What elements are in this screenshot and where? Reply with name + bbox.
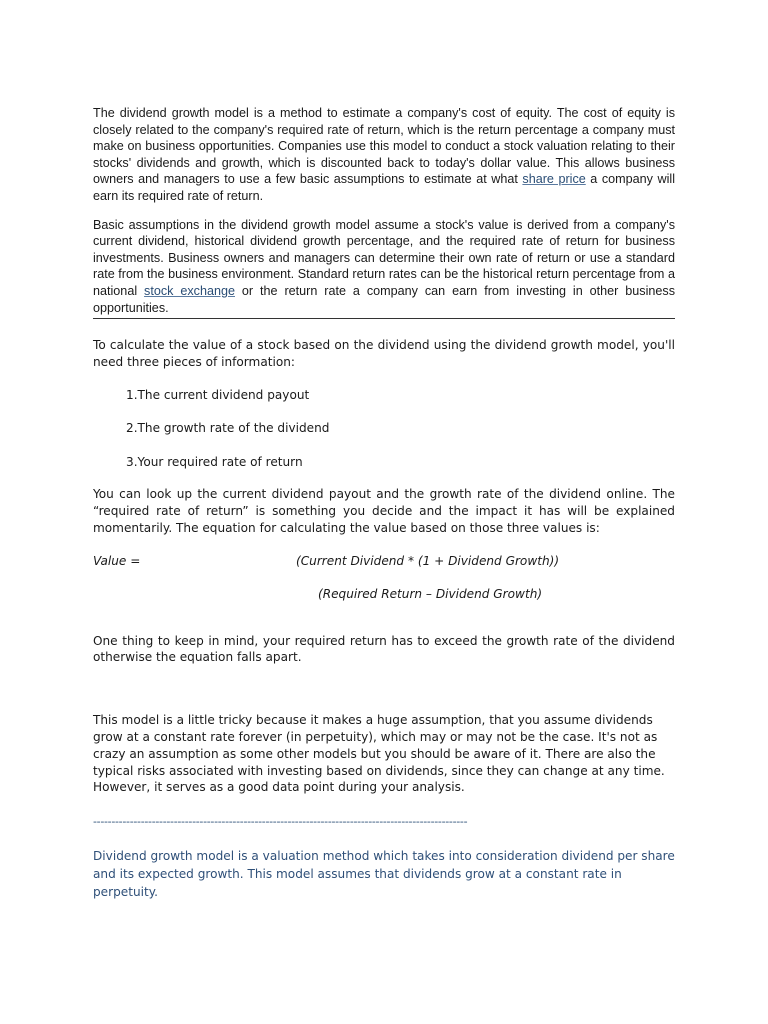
list-item: 2.The growth rate of the dividend	[126, 421, 330, 436]
paragraph-text: or the return rate a company can earn from investing in other business opportunities.	[93, 283, 675, 315]
equation-denominator-row	[93, 586, 675, 603]
document-page	[93, 105, 675, 913]
list-item: 3.Your required rate of return	[126, 454, 303, 469]
dashed-divider: ------------------------------------------------------------------------------------------------------	[93, 815, 468, 829]
paragraph-cost-of-equity	[93, 105, 675, 205]
paragraph-text: The dividend growth model is a method to estimate a company's cost of equity. The cost of equity is closely related to the company's required rate of return, which is the return percentage a company must make on business opportunities. Companies use this model to conduct a stock valuation relating to their stocks' dividends and growth, which is discounted back to today's dollar value. This allows business owners and managers to use a few basic assumptions to estimate at what	[93, 106, 675, 187]
equation-numerator-row	[93, 553, 675, 570]
paragraph-text: Basic assumptions in the dividend growth model assume a stock's value is derived from a company's current dividend, historical dividend growth percentage, and the required rate of return for business investments. Business owners and managers can determine their own rate of return or use a standard rate from the business environment. Standard return rates can be the historical return percentage from a national	[93, 217, 675, 298]
equation-denominator: (Required Return – Dividend Growth)	[318, 586, 543, 601]
paragraph-intro: To calculate the value of a stock based on the dividend using the dividend growth model, you'll need three pieces of information:	[93, 338, 675, 369]
paragraph-keep-in-mind: One thing to keep in mind, your required return has to exceed the growth rate of the dividend otherwise the equation falls apart.	[93, 633, 675, 665]
equation-numerator: (Current Dividend * (1 + Dividend Growth))	[296, 553, 560, 568]
stock-exchange-link[interactable]: stock exchange	[144, 283, 235, 298]
paragraph-lookup: You can look up the current dividend payout and the growth rate of the dividend online. The “required rate of return” is something you decide and the impact it has will be explained momentarily. The equation for calculating the value based on those three values is:	[93, 487, 675, 535]
paragraph-tricky: This model is a little tricky because it makes a huge assumption, that you assume dividends grow at a constant rate forever (in perpetuity), which may or may not be the case. It's not as crazy an assumption as some other models but you should be aware of it. There are also the typical risks associated with investing based on dividends, since they can change at any time. However, it serves as a good data point during your analysis.	[93, 713, 665, 795]
paragraph-basic-assumptions	[93, 217, 675, 317]
equation-lhs: Value =	[93, 553, 141, 568]
information-list	[93, 387, 675, 471]
section-divider-line	[93, 318, 675, 319]
summary-paragraph: Dividend growth model is a valuation method which takes into consideration dividend per share and its expected growth. This model assumes that dividends grow at a constant rate in perpetuity.	[93, 849, 675, 900]
paragraph-text: a company will earn its required rate of return.	[93, 172, 675, 203]
list-item: 1.The current dividend payout	[126, 387, 310, 402]
share-price-link[interactable]: share price	[522, 172, 586, 187]
